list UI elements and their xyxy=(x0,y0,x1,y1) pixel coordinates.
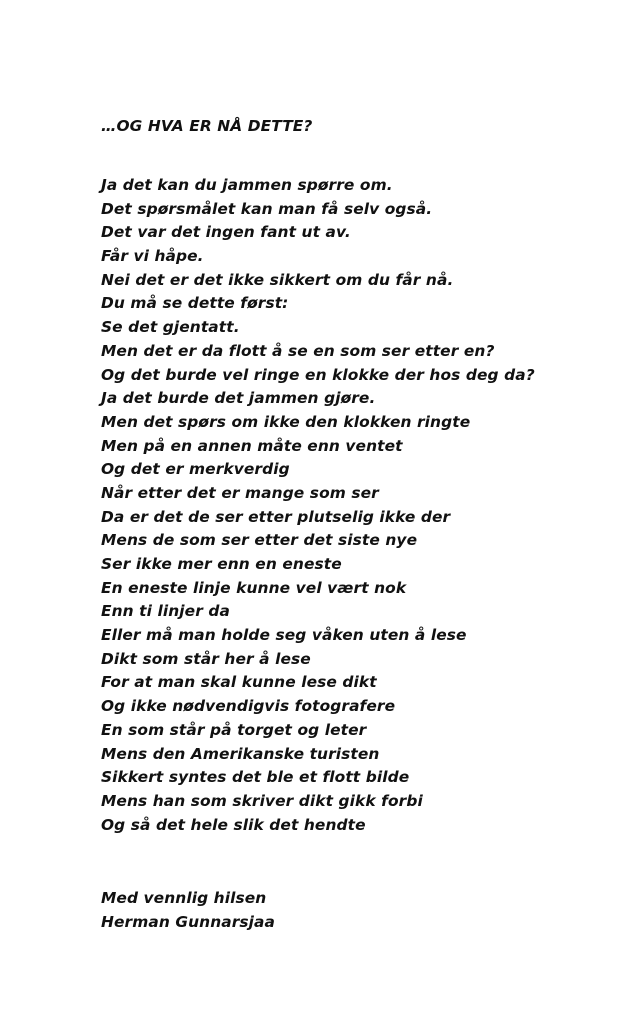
poem-line: Sikkert syntes det ble et flott bilde xyxy=(101,768,410,787)
poem-line: Og så det hele slik det hendte xyxy=(101,815,366,834)
poem-line: Ja det kan du jammen spørre om. xyxy=(101,176,393,194)
poem-line: Får vi håpe. xyxy=(101,247,204,266)
author-signature: Herman Gunnarsjaa xyxy=(101,912,276,931)
poem-line: Når etter det er mange som ser xyxy=(101,483,379,502)
poem-line: Ser ikke mer enn en eneste xyxy=(101,555,342,573)
poem-line: Da er det de ser etter plutselig ikke der xyxy=(101,507,451,526)
poem-text-block xyxy=(101,114,601,935)
poem-line: Og det er merkverdig xyxy=(101,460,290,479)
poem-line: Det var det ingen fant ut av. xyxy=(101,223,351,242)
poem-line: Du må se dette først: xyxy=(101,294,289,313)
poem-title: …OG HVA ER NÅ DETTE? xyxy=(101,117,313,135)
poem-line: Se det gjentatt. xyxy=(101,318,240,337)
closing-block xyxy=(101,887,601,934)
poem-line: Men på en annen måte enn ventet xyxy=(101,436,403,455)
poem-line: For at man skal kunne lese dikt xyxy=(101,673,377,692)
poem-line: Mens den Amerikanske turisten xyxy=(101,744,380,763)
poem-line: En eneste linje kunne vel vært nok xyxy=(101,578,407,597)
poem-line: Men det er da flott å se en som ser etter en? xyxy=(101,341,495,360)
poem-line: Mens han som skriver dikt gikk forbi xyxy=(101,791,423,810)
poem-line: Dikt som står her å lese xyxy=(101,649,311,668)
poem-line: Og det burde vel ringe en klokke der hos deg da? xyxy=(101,365,535,384)
poem-line: Ja det burde det jammen gjøre. xyxy=(101,389,376,408)
poem-line: Nei det er det ikke sikkert om du får nå. xyxy=(101,270,454,289)
poem-body xyxy=(101,174,601,837)
closing-greeting: Med vennlig hilsen xyxy=(101,889,267,908)
poem-line: Mens de som ser etter det siste nye xyxy=(101,531,418,550)
poem-line: En som står på torget og leter xyxy=(101,720,367,739)
poem-line: Det spørsmålet kan man få selv også. xyxy=(101,199,433,218)
poem-line: Enn ti linjer da xyxy=(101,602,230,621)
poem-line: Men det spørs om ikke den klokken ringte xyxy=(101,412,471,431)
poem-line: Og ikke nødvendigvis fotografere xyxy=(101,697,396,716)
poem-line: Eller må man holde seg våken uten å lese xyxy=(101,626,467,645)
